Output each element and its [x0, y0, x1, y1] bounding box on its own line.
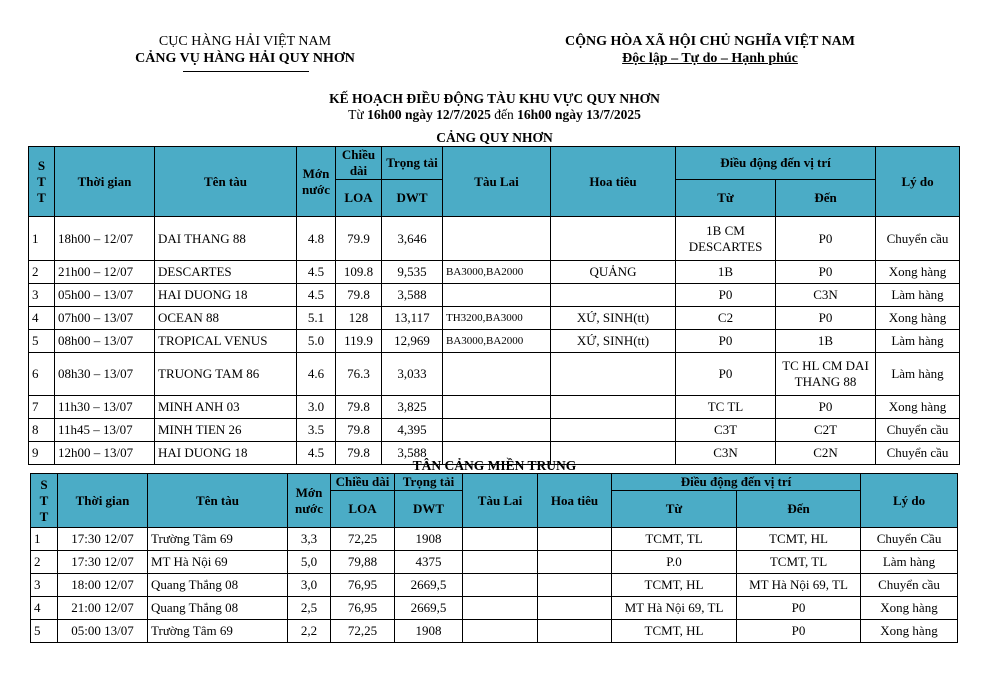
cell-reason: Xong hàng: [876, 307, 960, 330]
cell-pilot: [538, 551, 612, 574]
cell-loa: 128: [336, 307, 382, 330]
cell-from: 1B: [676, 261, 776, 284]
section2-title: TÂN CẢNG MIỀN TRUNG: [412, 458, 577, 473]
cell-time: 07h00 – 13/07: [55, 307, 155, 330]
period-from: 16h00 ngày 12/7/2025: [367, 107, 491, 122]
table-row: [29, 330, 960, 353]
cell-stt: 8: [29, 419, 55, 442]
cell-time: 12h00 – 13/07: [55, 442, 155, 465]
cell-stt: 9: [29, 442, 55, 465]
cell-from: P0: [676, 330, 776, 353]
cell-tug: [443, 217, 551, 261]
col-header-move-to: Điều động đến vị trí: [676, 147, 876, 180]
cell-ship-name: HAI DUONG 18: [155, 442, 297, 465]
col-header-pilot: Hoa tiêu: [551, 147, 676, 217]
cell-time: 05h00 – 13/07: [55, 284, 155, 307]
table-row: [29, 284, 960, 307]
section1-table: [28, 146, 960, 465]
cell-loa: 79.8: [336, 396, 382, 419]
cell-draft: 4.5: [297, 261, 336, 284]
cell-to: TCMT, TL: [737, 551, 861, 574]
cell-ship-name: MT Hà Nội 69: [148, 551, 288, 574]
cell-time: 18:00 12/07: [58, 574, 148, 597]
cell-draft: 5.0: [297, 330, 336, 353]
table-row: [29, 419, 960, 442]
col-header-move-to: Điều động đến vị trí: [612, 474, 861, 491]
national-header: [540, 33, 880, 67]
cell-ship-name: MINH ANH 03: [155, 396, 297, 419]
col-header-time: Thời gian: [55, 147, 155, 217]
cell-to: TCMT, HL: [737, 528, 861, 551]
cell-ship-name: DESCARTES: [155, 261, 297, 284]
cell-loa: 76,95: [331, 574, 395, 597]
cell-ship-name: DAI THANG 88: [155, 217, 297, 261]
cell-pilot: [551, 284, 676, 307]
table-row: [29, 353, 960, 396]
cell-time: 08h00 – 13/07: [55, 330, 155, 353]
cell-draft: 4.6: [297, 353, 336, 396]
cell-tug: [463, 620, 538, 643]
cell-reason: Chuyển Cầu: [861, 528, 958, 551]
cell-stt: 1: [29, 217, 55, 261]
cell-pilot: [538, 620, 612, 643]
cell-tug: [463, 574, 538, 597]
cell-time: 21h00 – 12/07: [55, 261, 155, 284]
cell-to: 1B: [776, 330, 876, 353]
cell-time: 17:30 12/07: [58, 528, 148, 551]
col-header-time: Thời gian: [58, 474, 148, 528]
cell-loa: 79.9: [336, 217, 382, 261]
col-header-length: Chiều dài: [331, 474, 395, 491]
cell-loa: 76.3: [336, 353, 382, 396]
cell-ship-name: Quang Thắng 08: [148, 597, 288, 620]
cell-ship-name: Trường Tâm 69: [148, 528, 288, 551]
cell-reason: Làm hàng: [876, 353, 960, 396]
cell-from: MT Hà Nội 69, TL: [612, 597, 737, 620]
col-header-pilot: Hoa tiêu: [538, 474, 612, 528]
cell-stt: 2: [31, 551, 58, 574]
cell-ship-name: MINH TIEN 26: [155, 419, 297, 442]
cell-dwt: 3,033: [382, 353, 443, 396]
cell-stt: 4: [29, 307, 55, 330]
cell-pilot: [538, 528, 612, 551]
cell-tug: TH3200,BA3000: [443, 307, 551, 330]
cell-draft: 3.5: [297, 419, 336, 442]
cell-tug: [463, 551, 538, 574]
cell-draft: 2,2: [288, 620, 331, 643]
cell-dwt: 12,969: [382, 330, 443, 353]
col-header-deadweight: Trọng tải: [395, 474, 463, 491]
cell-loa: 109.8: [336, 261, 382, 284]
cell-dwt: 2669,5: [395, 597, 463, 620]
table-row: [31, 620, 958, 643]
table-row: [31, 574, 958, 597]
agency-header: [120, 33, 370, 67]
cell-loa: 79.8: [336, 419, 382, 442]
cell-dwt: 3,825: [382, 396, 443, 419]
col-header-loa: LOA: [331, 491, 395, 528]
col-header-dwt: DWT: [382, 180, 443, 217]
col-header-ship-name: Tên tàu: [155, 147, 297, 217]
col-header-dwt: DWT: [395, 491, 463, 528]
col-header-tug: Tàu Lai: [443, 147, 551, 217]
cell-reason: Xong hàng: [876, 261, 960, 284]
document-period: [0, 107, 989, 123]
cell-dwt: 3,588: [382, 442, 443, 465]
cell-to: P0: [737, 597, 861, 620]
cell-to: TC HL CM DAI THANG 88: [776, 353, 876, 396]
cell-reason: Làm hàng: [876, 330, 960, 353]
period-prefix: Từ: [348, 107, 368, 122]
cell-tug: [443, 353, 551, 396]
cell-stt: 4: [31, 597, 58, 620]
cell-dwt: 1908: [395, 620, 463, 643]
cell-tug: [463, 528, 538, 551]
cell-tug: [443, 284, 551, 307]
cell-loa: 72,25: [331, 620, 395, 643]
cell-stt: 1: [31, 528, 58, 551]
cell-stt: 6: [29, 353, 55, 396]
cell-to: C2N: [776, 442, 876, 465]
cell-from: TCMT, HL: [612, 620, 737, 643]
cell-from: C3T: [676, 419, 776, 442]
cell-draft: 3,0: [288, 574, 331, 597]
cell-to: C3N: [776, 284, 876, 307]
cell-draft: 4.5: [297, 284, 336, 307]
cell-reason: Xong hàng: [861, 597, 958, 620]
cell-time: 18h00 – 12/07: [55, 217, 155, 261]
cell-ship-name: Quang Thắng 08: [148, 574, 288, 597]
section2-table: [30, 473, 958, 643]
col-header-reason: Lý do: [876, 147, 960, 217]
cell-ship-name: OCEAN 88: [155, 307, 297, 330]
cell-tug: [443, 419, 551, 442]
cell-to: P0: [776, 307, 876, 330]
col-header-stt: S T T: [31, 474, 58, 528]
cell-stt: 5: [29, 330, 55, 353]
table-row: [29, 217, 960, 261]
cell-loa: 72,25: [331, 528, 395, 551]
cell-draft: 3.0: [297, 396, 336, 419]
cell-loa: 76,95: [331, 597, 395, 620]
cell-draft: 4.5: [297, 442, 336, 465]
cell-dwt: 3,646: [382, 217, 443, 261]
cell-dwt: 4375: [395, 551, 463, 574]
cell-loa: 79.8: [336, 442, 382, 465]
cell-dwt: 4,395: [382, 419, 443, 442]
cell-reason: Xong hàng: [861, 620, 958, 643]
cell-draft: 2,5: [288, 597, 331, 620]
cell-stt: 3: [29, 284, 55, 307]
col-header-from: Từ: [676, 180, 776, 217]
cell-from: TCMT, TL: [612, 528, 737, 551]
cell-dwt: 13,117: [382, 307, 443, 330]
cell-stt: 2: [29, 261, 55, 284]
table-row: [31, 528, 958, 551]
cell-stt: 3: [31, 574, 58, 597]
cell-reason: Làm hàng: [876, 284, 960, 307]
cell-reason: Làm hàng: [861, 551, 958, 574]
cell-dwt: 1908: [395, 528, 463, 551]
cell-pilot: XỨ, SINH(tt): [551, 307, 676, 330]
col-header-tug: Tàu Lai: [463, 474, 538, 528]
cell-to: P0: [776, 261, 876, 284]
cell-tug: BA3000,BA2000: [443, 261, 551, 284]
col-header-from: Từ: [612, 491, 737, 528]
cell-pilot: [551, 419, 676, 442]
period-middle: đến: [490, 107, 518, 122]
cell-pilot: [551, 353, 676, 396]
col-header-stt: S T T: [29, 147, 55, 217]
cell-tug: [463, 597, 538, 620]
cell-ship-name: Trường Tâm 69: [148, 620, 288, 643]
cell-to: P0: [737, 620, 861, 643]
table-row: [31, 551, 958, 574]
port-authority-name: CẢNG VỤ HÀNG HẢI QUY NHƠN: [135, 51, 355, 66]
cell-time: 08h30 – 13/07: [55, 353, 155, 396]
agency-name: CỤC HÀNG HẢI VIỆT NAM: [158, 34, 332, 49]
col-header-loa: LOA: [336, 180, 382, 217]
cell-tug: BA3000,BA2000: [443, 330, 551, 353]
table-row: [31, 597, 958, 620]
cell-pilot: [538, 597, 612, 620]
cell-reason: Chuyển cầu: [876, 442, 960, 465]
cell-reason: Chuyển cầu: [876, 419, 960, 442]
cell-from: C3N: [676, 442, 776, 465]
cell-pilot: XỨ, SINH(tt): [551, 330, 676, 353]
national-title: CỘNG HÒA XÃ HỘI CHỦ NGHĨA VIỆT NAM: [564, 34, 855, 49]
cell-reason: Chuyển cầu: [861, 574, 958, 597]
cell-tug: [443, 396, 551, 419]
col-header-draft: Mớn nước: [297, 147, 336, 217]
cell-stt: 5: [31, 620, 58, 643]
cell-ship-name: TRUONG TAM 86: [155, 353, 297, 396]
cell-to: P0: [776, 396, 876, 419]
cell-stt: 7: [29, 396, 55, 419]
col-header-length: Chiều dài: [336, 147, 382, 180]
period-to: 16h00 ngày 13/7/2025: [517, 107, 641, 122]
cell-from: P0: [676, 284, 776, 307]
section1-title: CẢNG QUY NHƠN: [436, 130, 553, 145]
cell-draft: 5,0: [288, 551, 331, 574]
cell-reason: Chuyển cầu: [876, 217, 960, 261]
cell-draft: 4.8: [297, 217, 336, 261]
cell-from: 1B CM DESCARTES: [676, 217, 776, 261]
cell-dwt: 3,588: [382, 284, 443, 307]
cell-time: 11h45 – 13/07: [55, 419, 155, 442]
col-header-to: Đến: [776, 180, 876, 217]
table-row: [29, 261, 960, 284]
document-title: KẾ HOẠCH ĐIỀU ĐỘNG TÀU KHU VỰC QUY NHƠN: [329, 91, 660, 106]
cell-dwt: 2669,5: [395, 574, 463, 597]
table-row: [29, 307, 960, 330]
cell-time: 05:00 13/07: [58, 620, 148, 643]
cell-pilot: [538, 574, 612, 597]
cell-time: 11h30 – 13/07: [55, 396, 155, 419]
cell-loa: 79.8: [336, 284, 382, 307]
cell-loa: 79,88: [331, 551, 395, 574]
cell-to: MT Hà Nội 69, TL: [737, 574, 861, 597]
cell-from: C2: [676, 307, 776, 330]
table-row: [29, 396, 960, 419]
cell-loa: 119.9: [336, 330, 382, 353]
cell-ship-name: TROPICAL VENUS: [155, 330, 297, 353]
cell-ship-name: HAI DUONG 18: [155, 284, 297, 307]
cell-draft: 5.1: [297, 307, 336, 330]
cell-from: P0: [676, 353, 776, 396]
cell-draft: 3,3: [288, 528, 331, 551]
cell-time: 17:30 12/07: [58, 551, 148, 574]
cell-time: 21:00 12/07: [58, 597, 148, 620]
col-header-reason: Lý do: [861, 474, 958, 528]
header-underline: [183, 71, 309, 72]
cell-from: TCMT, HL: [612, 574, 737, 597]
col-header-draft: Mớn nước: [288, 474, 331, 528]
cell-from: TC TL: [676, 396, 776, 419]
col-header-to: Đến: [737, 491, 861, 528]
col-header-deadweight: Trọng tải: [382, 147, 443, 180]
cell-to: C2T: [776, 419, 876, 442]
cell-pilot: [551, 217, 676, 261]
cell-from: P.0: [612, 551, 737, 574]
col-header-ship-name: Tên tàu: [148, 474, 288, 528]
cell-dwt: 9,535: [382, 261, 443, 284]
national-motto: Độc lập – Tự do – Hạnh phúc: [622, 51, 798, 66]
cell-reason: Xong hàng: [876, 396, 960, 419]
cell-pilot: [551, 396, 676, 419]
cell-pilot: QUẢNG: [551, 261, 676, 284]
cell-to: P0: [776, 217, 876, 261]
